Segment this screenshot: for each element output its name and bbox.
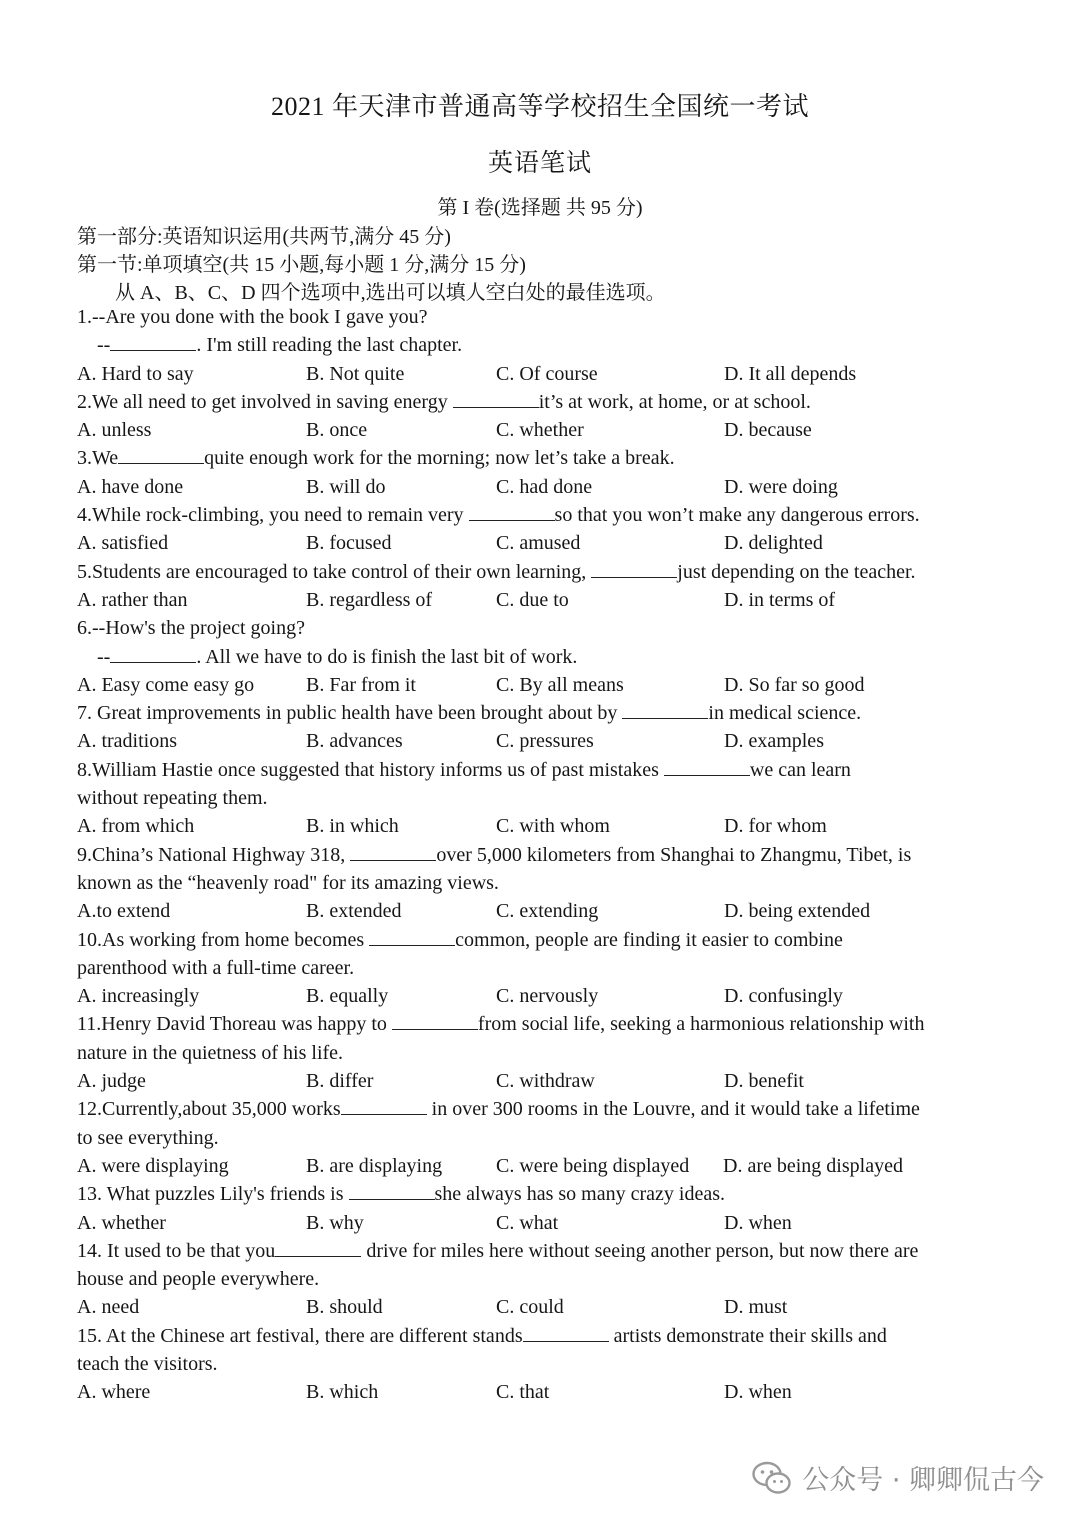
question-14-stem: 14. It used to be that you drive for miles here without seeing another person, but now there are [77,1239,919,1262]
answer-blank[interactable] [664,757,750,776]
question-2-stem: 2.We all need to get involved in saving energy it’s at work, at home, or at school. [77,390,811,413]
option-b[interactable]: B. differ [306,1070,374,1093]
option-d[interactable]: D. were doing [724,475,838,498]
exam-subtitle: 英语笔试 [487,150,592,177]
option-d[interactable]: D. So far so good [724,673,865,696]
option-c[interactable]: C. had done [496,475,593,498]
option-a[interactable]: A. rather than [77,588,188,611]
option-d[interactable]: D. must [724,1296,788,1319]
question-2-options [77,416,1007,444]
question-15-options [77,1378,1007,1406]
question-11-stem-cont: nature in the quietness of his life. [77,1041,344,1064]
option-b[interactable]: B. equally [306,985,389,1008]
question-13-options [77,1209,1007,1237]
question-6-options [77,671,1007,699]
question-6-stem: 6.--How's the project going? [77,617,305,640]
option-d[interactable]: D. when [724,1211,792,1234]
section-heading: 第一节:单项填空(共 15 小题,每小题 1 分,满分 15 分) [77,254,526,276]
question-3-options [77,473,1007,501]
question-9-stem: 9.China’s National Highway 318, over 5,000 kilometers from Shanghai to Zhangmu, Tibet, is [77,843,912,866]
question-1-response: -- . I'm still reading the last chapter. [97,334,463,357]
option-b[interactable]: B. extended [306,900,402,923]
question-12-stem: 12.Currently,about 35,000 works in over 300 rooms in the Louvre, and it would take a lifetime [77,1098,920,1121]
question-3-stem: 3.We quite enough work for the morning; now let’s take a break. [77,447,675,470]
answer-blank[interactable] [622,700,708,719]
option-a[interactable]: A. whether [77,1211,166,1234]
option-a[interactable]: A. have done [77,475,184,498]
option-a[interactable]: A. need [77,1296,140,1319]
option-d[interactable]: D. for whom [724,815,827,838]
answer-blank[interactable] [453,389,539,408]
option-a[interactable]: A. were displaying [77,1154,229,1177]
option-d[interactable]: D. when [724,1381,792,1404]
answer-blank[interactable] [110,332,196,351]
option-c[interactable]: C. nervously [496,985,599,1008]
question-12-stem-cont: to see everything. [77,1126,219,1149]
question-9-options [77,897,1007,925]
option-a[interactable]: A. where [77,1381,151,1404]
option-c[interactable]: C. what [496,1211,559,1234]
option-d[interactable]: D. It all depends [724,362,857,385]
option-b[interactable]: B. should [306,1296,383,1319]
question-13-stem: 13. What puzzles Lily's friends is she always has so many crazy ideas. [77,1183,725,1206]
question-14-stem-cont: house and people everywhere. [77,1268,320,1291]
option-b[interactable]: B. regardless of [306,588,433,611]
option-c[interactable]: C. pressures [496,730,594,753]
question-list [77,303,1007,1407]
answer-blank[interactable] [275,1238,361,1257]
question-8-stem-cont: without repeating them. [77,787,268,810]
option-a[interactable]: A. increasingly [77,985,200,1008]
option-c[interactable]: C. that [496,1381,550,1404]
question-11-options [77,1067,1007,1095]
option-a[interactable]: A. Hard to say [77,362,194,385]
question-8-options [77,812,1007,840]
question-15-stem-cont: teach the visitors. [77,1352,218,1375]
option-a[interactable]: A. Easy come easy go [77,673,255,696]
question-15-stem: 15. At the Chinese art festival, there are different stands artists demonstrate their skills and [77,1324,887,1347]
question-12-options [77,1152,1007,1180]
part-heading: 第一部分:英语知识运用(共两节,满分 45 分) [77,226,451,248]
option-c[interactable]: C. withdraw [496,1070,595,1093]
question-9-stem-cont: known as the “heavenly road" for its amazing views. [77,871,499,894]
option-b[interactable]: B. Not quite [306,362,405,385]
option-c[interactable]: C. By all means [496,673,624,696]
volume-heading: 第 I 卷(选择题 共 95 分) [437,197,643,219]
question-7-options [77,727,1007,755]
question-10-stem-cont: parenthood with a full-time career. [77,956,355,979]
option-b[interactable]: B. will do [306,475,386,498]
option-d[interactable]: D. delighted [724,532,823,555]
answer-blank[interactable] [341,1096,427,1115]
option-a[interactable]: A. traditions [77,730,177,753]
question-14-options [77,1293,1007,1321]
option-a[interactable]: A. judge [77,1070,146,1093]
watermark-text: 公众号 · 卿卿侃古今 [802,1465,1044,1496]
option-d[interactable]: D. examples [724,730,824,753]
question-4-stem: 4.While rock-climbing, you need to remain very so that you won’t make any dangerous errors. [77,504,920,527]
exam-title: 2021 年天津市普通高等学校招生全国统一考试 [270,92,809,121]
question-5-options [77,586,1007,614]
question-6-response: -- . All we have to do is finish the last bit of work. [97,645,578,668]
option-a[interactable]: A. unless [77,419,152,442]
answer-blank[interactable] [591,559,677,578]
wechat-icon [752,1461,792,1495]
question-10-options [77,982,1007,1010]
option-d[interactable]: D. being extended [724,900,871,923]
option-d[interactable]: D. confusingly [724,985,843,1008]
option-b[interactable]: B. why [306,1211,364,1234]
option-b[interactable]: B. advances [306,730,403,753]
option-d[interactable]: D. in terms of [724,588,836,611]
answer-blank[interactable] [118,445,204,464]
option-a[interactable]: A.to extend [77,900,171,923]
option-b[interactable]: B. are displaying [306,1154,443,1177]
question-1-stem: 1.--Are you done with the book I gave you? [77,306,428,328]
instruction-text: 从 A、B、C、D 四个选项中,选出可以填人空白处的最佳选项。 [115,282,666,304]
option-a[interactable]: A. satisfied [77,532,169,555]
option-c[interactable]: C. could [496,1296,564,1319]
question-11-stem: 11.Henry David Thoreau was happy to from social life, seeking a harmonious relationship with [77,1013,925,1036]
question-5-stem: 5.Students are encouraged to take control of their own learning, just depending on the teacher. [77,560,916,583]
answer-blank[interactable] [350,842,436,861]
option-b[interactable]: B. which [306,1381,379,1404]
option-b[interactable]: B. focused [306,532,392,555]
option-c[interactable]: C. with whom [496,815,610,838]
option-d[interactable]: D. because [724,419,812,442]
answer-blank[interactable] [469,502,555,521]
option-c[interactable]: C. were being displayed [496,1154,690,1177]
question-7-stem: 7. Great improvements in public health have been brought about by in medical science. [77,702,862,725]
question-4-options [77,529,1007,557]
option-d[interactable]: D. are being displayed [723,1154,903,1177]
answer-blank[interactable] [369,927,455,946]
option-b[interactable]: B. in which [306,815,399,838]
answer-blank[interactable] [349,1181,435,1200]
option-b[interactable]: B. Far from it [306,673,416,696]
question-8-stem: 8.William Hastie once suggested that history informs us of past mistakes we can learn [77,758,851,781]
option-c[interactable]: C. Of course [496,362,598,385]
option-c[interactable]: C. due to [496,588,569,611]
question-1-options [77,360,1007,388]
answer-blank[interactable] [523,1323,609,1342]
question-10-stem: 10.As working from home becomes common, people are finding it easier to combine [77,928,843,951]
option-c[interactable]: C. amused [496,532,581,555]
answer-blank[interactable] [392,1011,478,1030]
option-c[interactable]: C. whether [496,419,584,442]
option-b[interactable]: B. once [306,419,368,442]
option-a[interactable]: A. from which [77,815,195,838]
option-c[interactable]: C. extending [496,900,599,923]
option-d[interactable]: D. benefit [724,1070,804,1093]
watermark [752,1458,1044,1497]
answer-blank[interactable] [110,644,196,663]
